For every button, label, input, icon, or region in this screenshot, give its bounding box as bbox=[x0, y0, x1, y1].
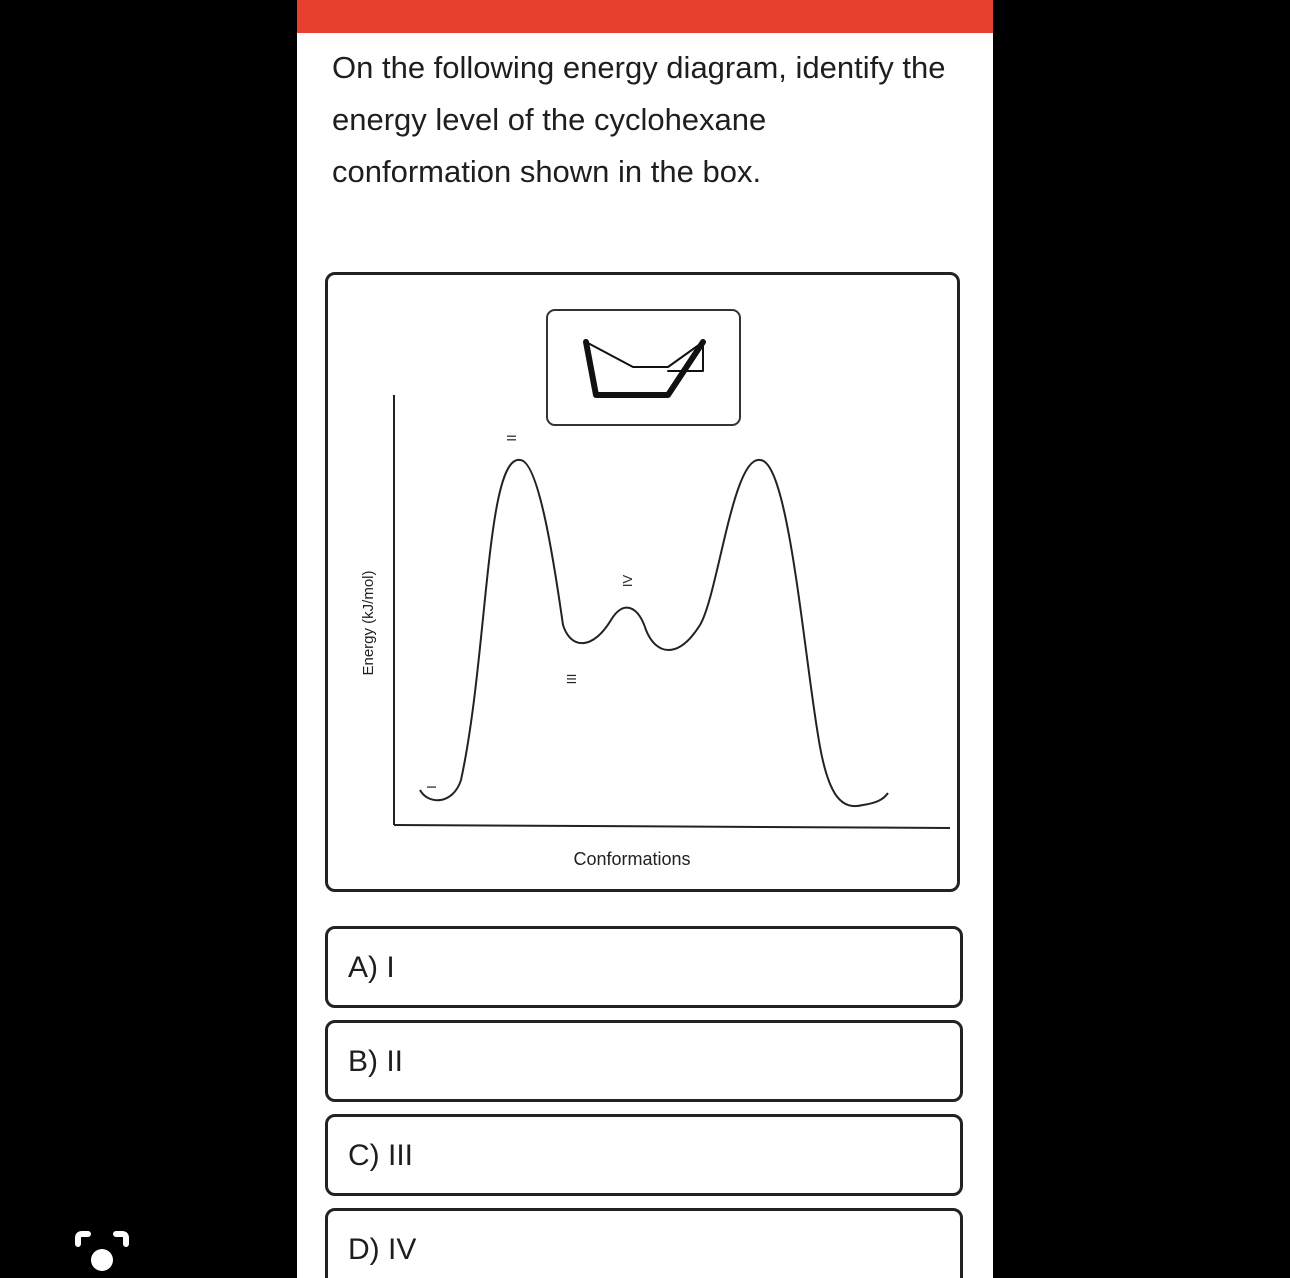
option-b-button[interactable] bbox=[325, 1020, 963, 1102]
option-c-button[interactable] bbox=[325, 1114, 963, 1196]
option-a-button[interactable] bbox=[325, 926, 963, 1008]
option-d-label: D) IV bbox=[348, 1233, 417, 1266]
option-b-label: B) II bbox=[348, 1045, 404, 1078]
level-label-i: I bbox=[424, 785, 439, 789]
question-text: On the following energy diagram, identify the energy level of the cyclohexane conformation shown in the box. bbox=[332, 50, 946, 189]
energy-curve bbox=[420, 460, 888, 806]
energy-diagram bbox=[328, 275, 963, 895]
y-axis-label: Energy (kJ/mol) bbox=[360, 570, 377, 676]
option-c-label: C) III bbox=[348, 1139, 413, 1172]
camera-icon[interactable] bbox=[72, 1230, 132, 1278]
header-bar bbox=[297, 0, 993, 33]
x-axis-label: Conformations bbox=[573, 849, 691, 869]
option-a-label: A) I bbox=[348, 951, 395, 984]
level-label-iv: IV bbox=[620, 574, 635, 588]
level-label-iii: III bbox=[564, 673, 579, 685]
question-panel bbox=[297, 0, 993, 1278]
half-chair-structure bbox=[586, 342, 703, 395]
option-d-button[interactable] bbox=[325, 1208, 963, 1278]
x-axis bbox=[394, 825, 950, 828]
energy-diagram-card bbox=[325, 272, 960, 892]
level-label-ii: II bbox=[504, 434, 519, 442]
